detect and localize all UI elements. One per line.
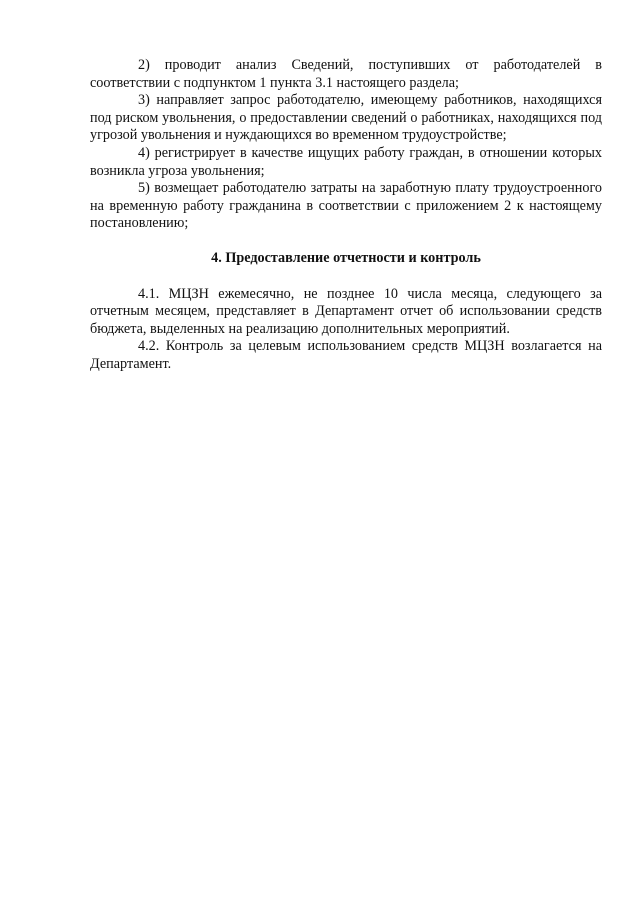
section-heading: 4. Предоставление отчетности и контроль xyxy=(211,249,481,266)
list-item-5: 5) возмещает работодателю затраты на заработную плату трудоустроенного на временную работу гражданина в соответствии с приложением 2 к настоящему постановлению; xyxy=(90,180,602,232)
paragraph-4-1: 4.1. МЦЗН ежемесячно, не позднее 10 числа месяца, следующего за отчетным месяцем, представляет в Департамент отчет об использовании средств бюджета, выделенных на реализацию дополнительных мероприятий. xyxy=(90,285,602,337)
paragraph-4-2: 4.2. Контроль за целевым использованием средств МЦЗН возлагается на Департамент. xyxy=(90,338,602,372)
list-item-2: 2) проводит анализ Сведений, поступивших от работодателей в соответствии с подпунктом 1 пункта 3.1 настоящего раздела; xyxy=(90,57,602,91)
document-body xyxy=(90,57,602,374)
list-item-4: 4) регистрирует в качестве ищущих работу граждан, в отношении которых возникла угроза увольнения; xyxy=(90,144,602,179)
list-item-3: 3) направляет запрос работодателю, имеющему работников, находящихся под риском увольнения, о предоставлении сведений о работниках, находящихся под угрозой увольнения и нуждающихся во временном трудоустройстве; xyxy=(90,92,602,144)
